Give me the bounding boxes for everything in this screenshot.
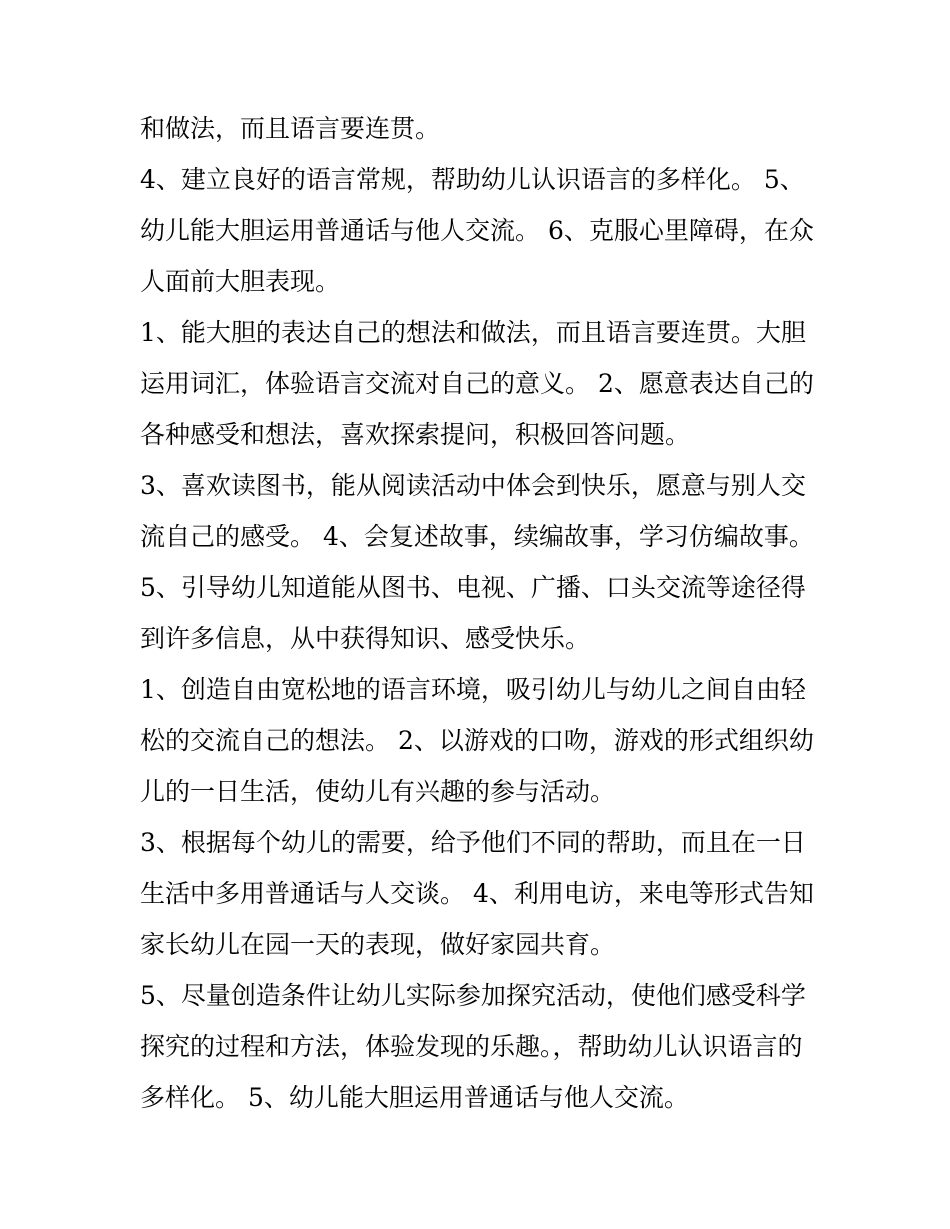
text-line: 和做法，而且语言要连贯。: [140, 114, 441, 143]
text-line: 探究的过程和方法，体验发现的乐趣。，帮助幼儿认识语言的: [140, 1032, 803, 1061]
text-line: 流自己的感受。 4、会复述故事，续编故事，学习仿编故事。: [140, 522, 814, 551]
paragraph-2: [140, 154, 820, 307]
text-line: 生活中多用普通话与人交谈。 4、利用电访，来电等形式告知: [140, 879, 814, 908]
text-line: 各种感受和想法，喜欢探索提问，积极回答问题。: [140, 420, 691, 449]
text-line: 5、尽量创造条件让幼儿实际参加探究活动，使他们感受科学: [140, 981, 806, 1010]
text-line: 4、建立良好的语言常规，帮助幼儿认识语言的多样化。 5、: [140, 165, 805, 194]
text-line: 幼儿能大胆运用普通话与他人交流。 6、克服心里障碍，在众: [140, 216, 814, 245]
text-line: 松的交流自己的想法。 2、以游戏的口吻，游戏的形式组织幼: [140, 726, 814, 755]
text-line: 5、引导幼儿知道能从图书、电视、广播、口头交流等途径得: [140, 573, 806, 602]
text-line: 1、创造自由宽松地的语言环境，吸引幼儿与幼儿之间自由轻: [140, 675, 806, 704]
text-line: 人面前大胆表现。: [140, 267, 341, 296]
paragraph-5: [140, 562, 820, 664]
paragraph-1: [140, 103, 820, 154]
paragraph-8: [140, 970, 820, 1123]
text-line: 儿的一日生活，使幼儿有兴趣的参与活动。: [140, 777, 616, 806]
text-line: 到许多信息，从中获得知识、感受快乐。: [140, 624, 591, 653]
text-line: 运用词汇，体验语言交流对自己的意义。 2、愿意表达自己的: [140, 369, 814, 398]
paragraph-6: [140, 664, 820, 817]
paragraph-7: [140, 817, 820, 970]
document-body: [140, 103, 820, 1123]
paragraph-4: [140, 460, 820, 562]
text-line: 3、喜欢读图书，能从阅读活动中体会到快乐，愿意与别人交: [140, 471, 806, 500]
text-line: 1、能大胆的表达自己的想法和做法，而且语言要连贯。大胆: [140, 318, 806, 347]
text-line: 3、根据每个幼儿的需要，给予他们不同的帮助，而且在一日: [140, 828, 806, 857]
paragraph-3: [140, 307, 820, 460]
text-line: 多样化。 5、幼儿能大胆运用普通话与他人交流。: [140, 1083, 689, 1112]
text-line: 家长幼儿在园一天的表现，做好家园共育。: [140, 930, 616, 959]
